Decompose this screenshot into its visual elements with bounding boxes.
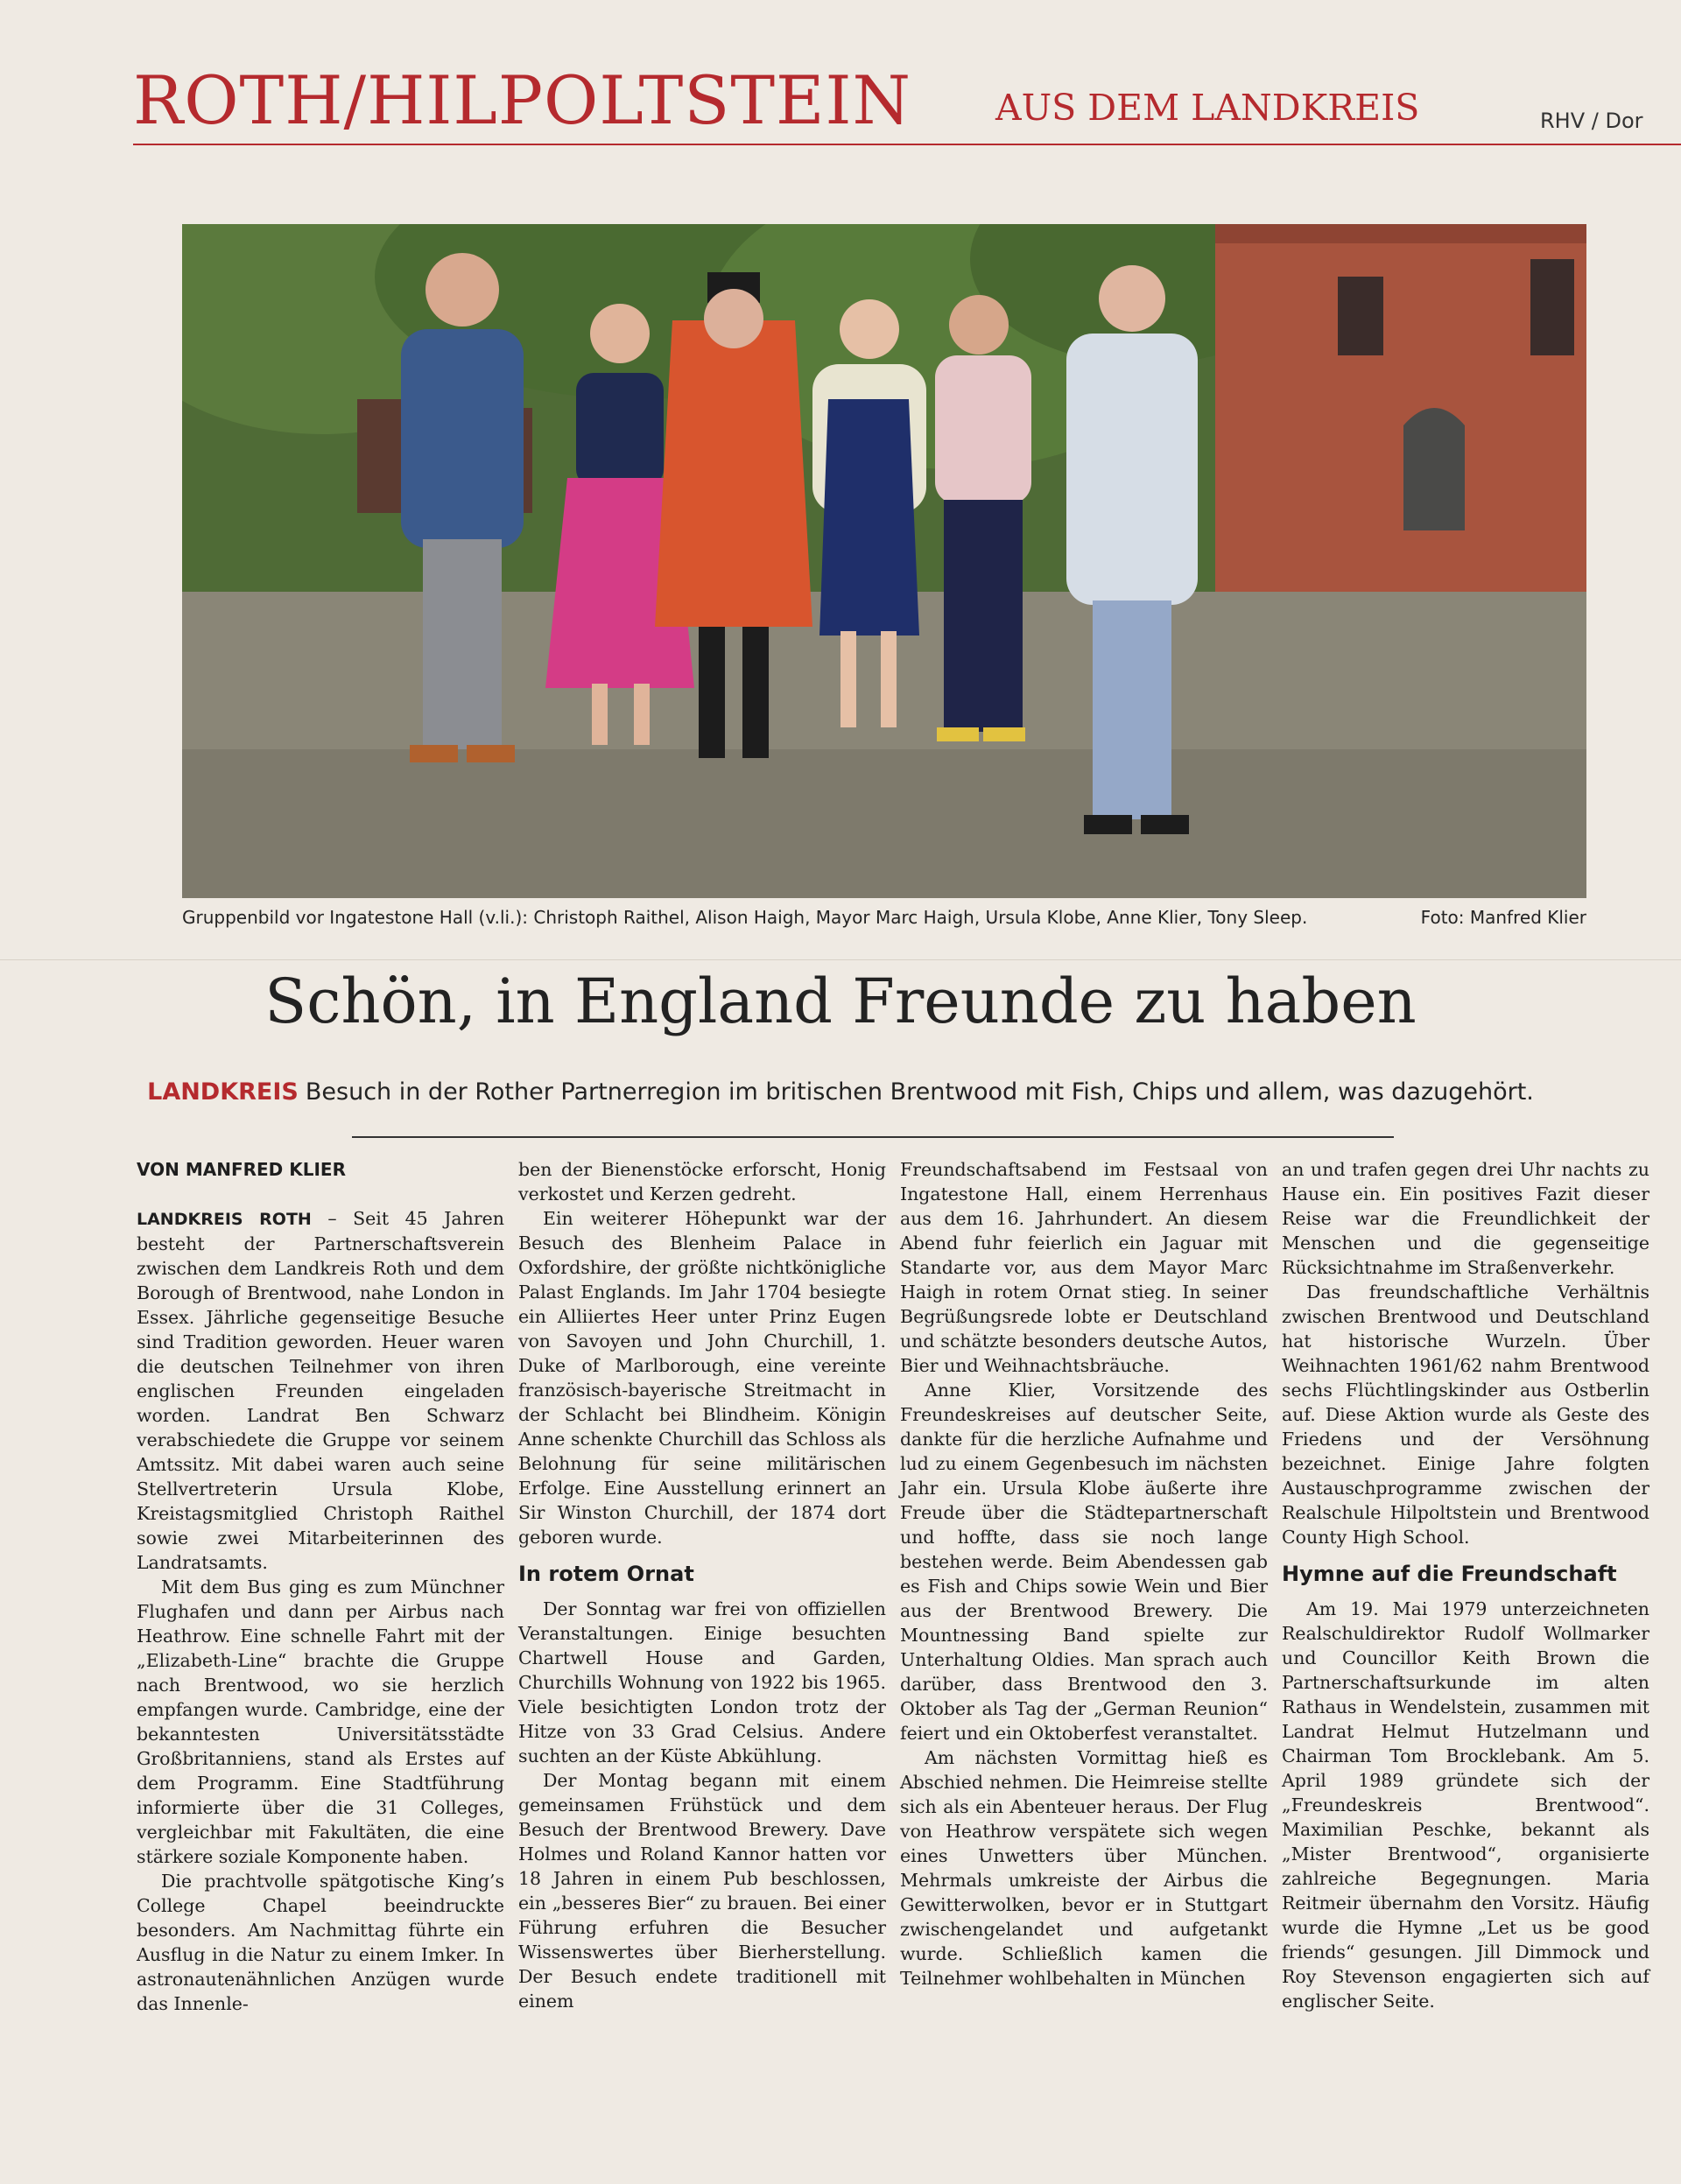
header-rule <box>133 144 1681 145</box>
article-kicker: LANDKREIS <box>147 1078 299 1106</box>
column-3-paragraph-1: Freundschaftsabend im Festsaal von Ingatestone Hall, einem Herrenhaus aus dem 16. Jahrhundert. An diesem Abend fuhr feierlich ein Jaguar mit Standarte vor, aus dem Mayor Marc Haigh in rotem Ornat stieg. In seiner Begrüßungsrede lobte er Deutschland und schätzte besonders deutsche Autos, Bier und Weihnachtsbräuche. <box>900 1159 1268 1376</box>
column-4-paragraph-2: Das freundschaftliche Verhältnis zwischen Brentwood und Deutschland hat historische Wurzeln. Über Weihnachten 1961/62 nahm Brentwood sechs Flüchtlingskinder aus Ostberlin auf. Diese Aktion wurde als Geste des Friedens und der Versöhnung bezeichnet. Einige Jahre folgten Austauschprogramme zwischen der Realschule Hilpoltstein und Brentwood County High School. <box>1282 1282 1649 1548</box>
article-column-3 <box>900 1157 1268 1991</box>
article-column-2 <box>518 1157 886 2013</box>
column-4-paragraph-3: Am 19. Mai 1979 unterzeichneten Realschuldirektor Rudolf Wollmarker und Councillor Keith Brown die Partnerschaftsurkunde im alten Rathaus in Wendelstein, zusammen mit Landrat Helmut Hutzelmann und Chairman Tom Brocklebank. Am 5. April 1989 gründete sich der „Freundeskreis Brentwood“. Maximilian Peschke, bekannt als „Mister Brentwood“, organisierte zahlreiche Begegnungen. Maria Reitmeir übernahm den Vorsitz. Häufig wurde die Hymne „Let us be good friends“ gesungen. Jill Dimmock und Roy Stevenson engagierten sich auf englischer Seite. <box>1282 1598 1649 2012</box>
column-3-paragraph-2: Anne Klier, Vorsitzende des Freundeskreises auf deutscher Seite, dankte für die herzliche Aufnahme und lud zu einem Gegenbesuch im nächsten Jahr ein. Ursula Klobe äußerte ihre Freude über die Städtepartnerschaft und hoffte, dass sie noch lange bestehen werde. Beim Abendessen gab es Fish and Chips sowie Wein und Bier aus der Brentwood Brewery. Die Mountnessing Band spielte zur Unterhaltung Oldies. Man sprach auch darüber, dass Brentwood den 3. Oktober als Tag der „German Reunion“ feiert und ein Oktoberfest veranstaltet. <box>900 1380 1268 1744</box>
article-column-1 <box>137 1157 504 2016</box>
group-photo <box>182 224 1586 898</box>
section-title: ROTH/HILPOLTSTEIN <box>133 61 912 139</box>
column-1-paragraph-1 <box>137 1206 504 1575</box>
edition-label: RHV / Dor <box>1540 109 1643 133</box>
section-header <box>133 54 1681 159</box>
column-2-paragraph-4: Der Montag begann mit einem gemeinsamen Frühstück und dem Besuch der Brentwood Brewery. Dave Holmes und Roland Kannor hatten vor 18 Jahren in einem Pub beschlossen, ein „besseres Bier“ zu brauen. Bei einer Führung erfuhren die Besucher Wissenswertes über Bierherstellung. Der Besuch endete traditionell mit einem <box>518 1770 886 2012</box>
group-photo-illustration <box>182 224 1586 898</box>
article-dateline: LANDKREIS ROTH <box>137 1210 312 1229</box>
subline-rule <box>352 1136 1394 1138</box>
column-1-paragraph-1-text: – Seit 45 Jahren besteht der Partnerschaftsverein zwischen dem Landkreis Roth und dem Borough of Brentwood, nahe London in Essex. Jährliche gegenseitige Besuche sind Tradition geworden. Heuer waren die deutschen Teilnehmer von ihren englischen Freunden eingeladen worden. Landrat Ben Schwarz verabschiedete die Gruppe vor seinem Amtssitz. Mit dabei waren auch seine Stellvertreterin Ursula Klobe, Kreistagsmitglied Christoph Raithel sowie zwei Mitarbeiterinnen des Landratsamts. <box>137 1208 504 1573</box>
photo-caption-text: Gruppenbild vor Ingatestone Hall (v.li.): Christoph Raithel, Alison Haigh, Mayor Marc Haigh, Ursula Klobe, Anne Klier, Tony Sleep. <box>182 907 1308 928</box>
column-2-paragraph-1: ben der Bienenstöcke erforscht, Honig verkostet und Kerzen gedreht. <box>518 1159 886 1204</box>
article-subline-text: Besuch in der Rother Partnerregion im britischen Brentwood mit Fish, Chips und allem, was dazugehört. <box>305 1078 1534 1106</box>
photo-caption <box>182 907 1586 933</box>
column-1-paragraph-3: Die prachtvolle spätgotische King’s College Chapel beeindruckte besonders. Am Nachmittag führte ein Ausflug in die Natur zu einem Imker. In astronautenähnlichen Anzügen wurde das Innenle- <box>137 1871 504 2014</box>
column-2-paragraph-2: Ein weiterer Höhepunkt war der Besuch des Blenheim Palace in Oxfordshire, der größte nichtkönigliche Palast Englands. Im Jahr 1704 besiegte ein Alliiertes Heer unter Prinz Eugen von Savoyen und John Churchill, 1. Duke of Marlborough, eine vereinte französisch-bayerische Streitmacht in der Schlacht bei Blindheim. Königin Anne schenkte Churchill das Schloss als Belohnung für seine militärischen Erfolge. Eine Ausstellung erinnert an Sir Winston Churchill, der 1874 dort geboren wurde. <box>518 1208 886 1548</box>
column-2-paragraph-3: Der Sonntag war frei von offiziellen Veranstaltungen. Einige besuchten Chartwell House and Garden, Churchills Wohnung von 1922 bis 1965. Viele besichtigten London trotz der Hitze von 33 Grad Celsius. Andere suchten an der Küste Abkühlung. <box>518 1598 886 1766</box>
column-4-paragraph-1: an und trafen gegen drei Uhr nachts zu Hause ein. Ein positives Fazit dieser Reise war die Freundlichkeit der Menschen und die gegenseitige Rücksichtnahme im Straßenverkehr. <box>1282 1159 1649 1278</box>
column-3-paragraph-3: Am nächsten Vormittag hieß es Abschied nehmen. Die Heimreise stellte sich als ein Abenteuer heraus. Der Flug von Heathrow verspätete sich wegen eines Unwetters über München. Mehrmals umkreiste der Airbus die Gewitterwolken, bevor er in Stuttgart zwischengelandet und aufgetankt wurde. Schließlich kamen die Teilnehmer wohlbehalten in München <box>900 1747 1268 1989</box>
section-subtitle: AUS DEM LANDKREIS <box>995 87 1420 129</box>
column-1-paragraph-2: Mit dem Bus ging es zum Münchner Flughafen und dann per Airbus nach Heathrow. Eine schnelle Fahrt mit der „Elizabeth-Line“ brachte die Gruppe nach Brentwood, wo sie herzlich empfangen wurde. Cambridge, eine der bekanntesten Universitätsstädte Großbritanniens, stand als Erstes auf dem Programm. Eine Stadtführung informierte über die 31 Colleges, vergleichbar mit Fakultäten, die eine stärkere soziale Komponente haben. <box>137 1577 504 1867</box>
column-4-subheading: Hymne auf die Freundschaft <box>1282 1562 1617 1586</box>
column-2-subheading: In rotem Ornat <box>518 1562 694 1586</box>
article-headline: Schön, in England Freunde zu haben <box>264 966 1417 1037</box>
photo-credit: Foto: Manfred Klier <box>1420 907 1586 928</box>
article-subline <box>0 1078 1681 1106</box>
article-byline: VON MANFRED KLIER <box>137 1159 346 1180</box>
article-column-4 <box>1282 1157 1649 2013</box>
